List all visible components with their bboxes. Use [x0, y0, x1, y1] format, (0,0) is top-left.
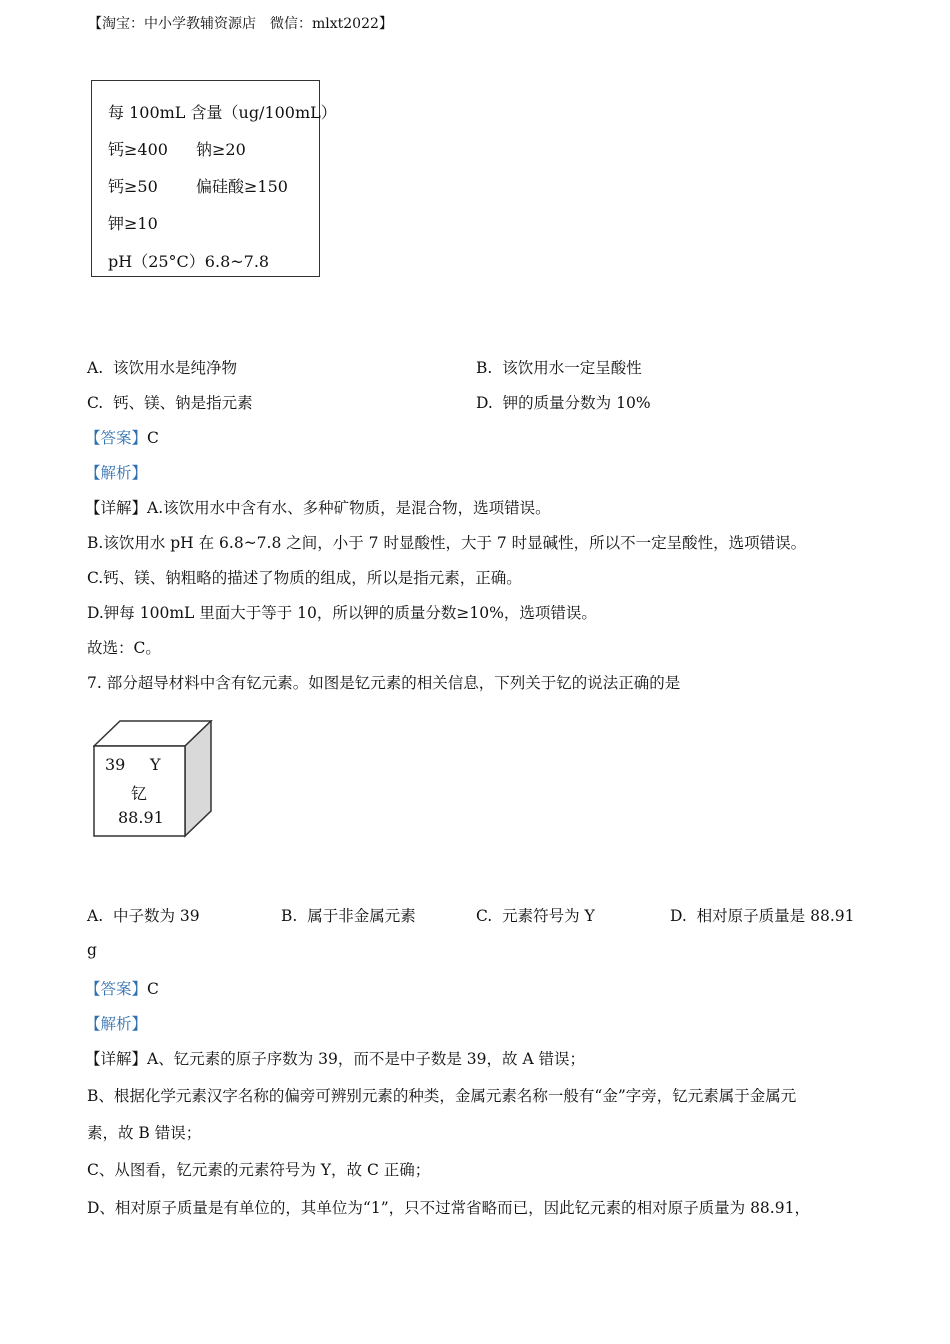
q6-detail-d: D.钾每 100mL 里面大于等于 10，所以钾的质量分数≥10%，选项错误。 — [87, 604, 597, 622]
q7-stem: 7. 部分超导材料中含有钇元素。如图是钇元素的相关信息，下列关于钇的说法正确的是 — [87, 674, 681, 692]
q6-detail-c: C.钙、镁、钠粗略的描述了物质的组成，所以是指元素，正确。 — [87, 569, 522, 587]
detail-text: A、钇元素的原子序数为 39，而不是中子数是 39，故 A 错误； — [147, 1050, 586, 1068]
option-letter: A. — [87, 359, 104, 377]
element-cube — [93, 720, 215, 844]
q7-detail-b-line2: 素，故 B 错误； — [87, 1124, 202, 1142]
element-name: 钇 — [131, 784, 148, 803]
q6-detail-a — [85, 496, 551, 518]
option-text: 钾的质量分数为 10% — [502, 394, 651, 412]
option-text: 中子数为 39 — [112, 907, 200, 925]
q6-answer — [85, 426, 159, 448]
answer-tag: 【答案】 — [85, 980, 148, 998]
q7-detail-a — [85, 1047, 585, 1069]
q6-analysis-tag: 【解析】 — [85, 464, 148, 482]
option-text: 元素符号为 Y — [502, 907, 595, 925]
option-text: 该饮用水是纯净物 — [112, 359, 237, 377]
answer-value: C — [147, 429, 159, 447]
water-label-ph: pH（25°C）6.8~7.8 — [108, 252, 270, 271]
element-atomic-number: 39 — [105, 755, 126, 774]
detail-tag: 【详解】 — [85, 499, 148, 517]
page-header: 【淘宝：中小学教辅资源店 微信：mlxt2022】 — [88, 16, 393, 32]
option-letter: B. — [476, 359, 493, 377]
q7-option-a — [87, 904, 200, 926]
option-letter: C. — [87, 394, 104, 412]
q7-option-d — [670, 904, 854, 926]
option-letter: D. — [476, 394, 493, 412]
water-label-box — [91, 80, 337, 277]
q7-detail-b-line1: B、根据化学元素汉字名称的偏旁可辨别元素的种类，金属元素名称一般有“金”字旁，钇元素属于金属元 — [87, 1087, 797, 1105]
detail-tag: 【详解】 — [85, 1050, 148, 1068]
q7-option-d-wrap: g — [87, 941, 97, 959]
element-mass: 88.91 — [118, 808, 164, 827]
option-text: 属于非金属元素 — [307, 907, 416, 925]
option-text: 该饮用水一定呈酸性 — [502, 359, 642, 377]
q7-option-c — [476, 904, 595, 926]
q6-option-c — [87, 391, 253, 413]
q7-option-b — [281, 904, 416, 926]
option-letter: C. — [476, 907, 493, 925]
water-label-item: 钾≥10 — [108, 214, 158, 233]
water-label-title: 每 100mL 含量（ug/100mL） — [108, 103, 337, 122]
q6-detail-b: B.该饮用水 pH 在 6.8~7.8 之间，小于 7 时显酸性，大于 7 时显碱性，所以不一定呈酸性，选项错误。 — [87, 534, 807, 552]
element-symbol: Y — [150, 755, 161, 774]
option-letter: A. — [87, 907, 104, 925]
q6-option-d — [476, 391, 651, 413]
option-letter: B. — [281, 907, 298, 925]
water-label-item: 钙≥400 — [108, 140, 168, 159]
q6-option-a — [87, 356, 237, 378]
q7-analysis-tag: 【解析】 — [85, 1015, 148, 1033]
q6-option-b — [476, 356, 642, 378]
option-letter: D. — [670, 907, 687, 925]
water-label-item: 偏硅酸≥150 — [196, 177, 288, 196]
q7-detail-d: D、相对原子质量是有单位的，其单位为“1”，只不过常省略而已，因此钇元素的相对原子质量为 88.91， — [87, 1199, 810, 1217]
detail-text: A.该饮用水中含有水、多种矿物质，是混合物，选项错误。 — [147, 499, 551, 517]
option-text: 钙、镁、钠是指元素 — [113, 394, 253, 412]
q7-answer — [85, 977, 159, 999]
water-label-item: 钙≥50 — [108, 177, 158, 196]
answer-tag: 【答案】 — [85, 429, 148, 447]
q6-conclusion: 故选：C。 — [87, 639, 161, 657]
water-label-item: 钠≥20 — [196, 140, 246, 159]
option-text: 相对原子质量是 88.91 — [696, 907, 855, 925]
answer-value: C — [147, 980, 159, 998]
q7-detail-c: C、从图看，钇元素的元素符号为 Y，故 C 正确； — [87, 1161, 431, 1179]
